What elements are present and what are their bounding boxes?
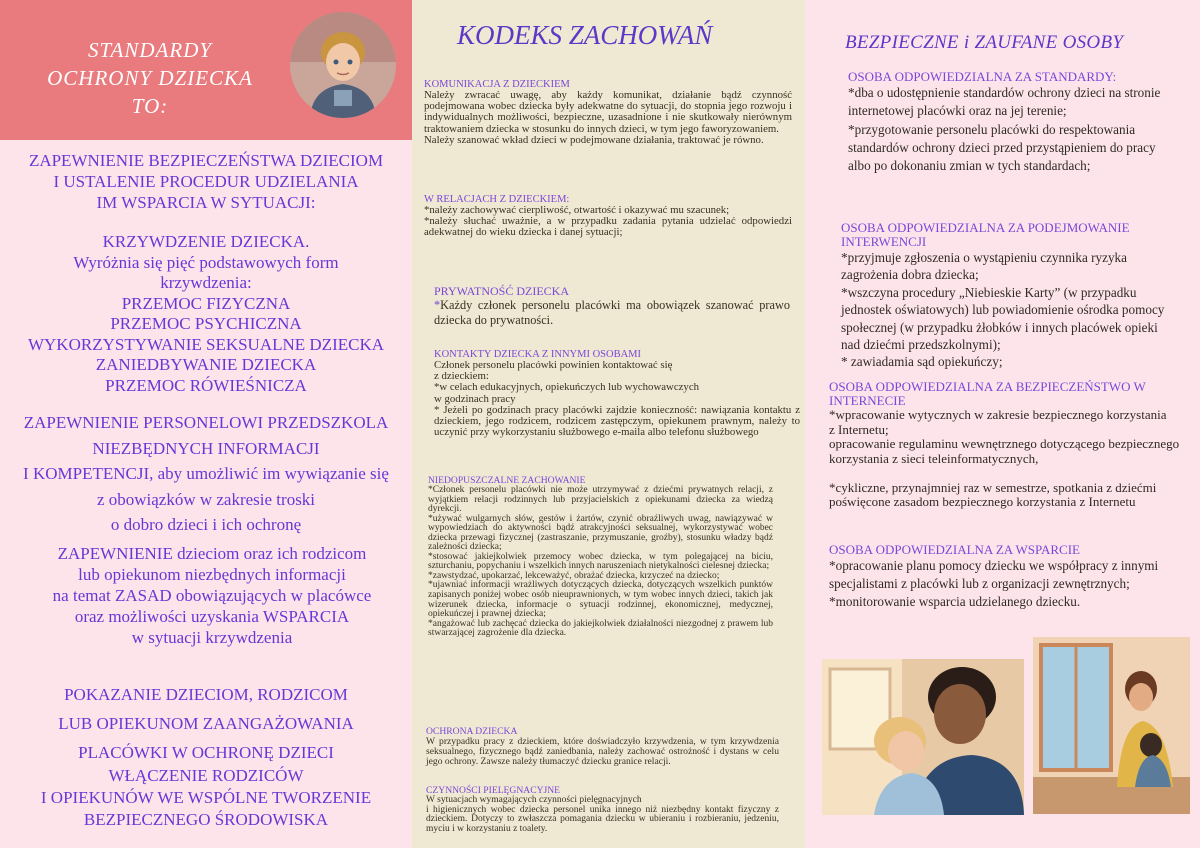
- section-body: [434, 298, 790, 328]
- section-title: CZYNNOŚCI PIELĘGNACYJNE: [426, 785, 561, 796]
- text-line: PRZEMOC FIZYCZNA: [121, 293, 291, 313]
- section-standards-person: [848, 70, 1168, 175]
- section-body: W przypadku pracy z dzieckiem, które doświadczyło krzywdzenia, w tym krzywdzenia seksualnego, fizycznego bądź zaniedbania, należy zachować ostrożność i dystans w celu jego ochrony. Zawsze należy tłumaczyć dziecku granice relacji.: [426, 736, 779, 767]
- text-line: ZANIEDBYWANIE DZIECKA: [95, 355, 317, 374]
- banner-title-line: TO:: [131, 94, 169, 118]
- text-line: oraz możliwości uzyskania WSPARCIA: [74, 607, 350, 626]
- section-child-protection: [426, 727, 779, 766]
- section-internet-safety-person: [829, 380, 1181, 510]
- adult-comforting-child-image: [822, 659, 1024, 815]
- section-communication: [424, 79, 792, 146]
- text-line: PRZEMOC RÓWIEŚNICZA: [105, 375, 307, 395]
- text-line: na temat ZASAD obowiązujących w placówce: [52, 586, 372, 605]
- text-line: ZAPEWNIENIE dzieciom oraz ich rodzicom: [57, 544, 367, 563]
- section-inclusion: [0, 765, 412, 831]
- text-line: w sytuacji krzywdzenia: [131, 628, 293, 647]
- section-title: OCHRONA DZIECKA: [426, 726, 518, 737]
- banner-title-line: STANDARDY: [87, 38, 213, 62]
- text-line: KRZYWDZENIE DZIECKA.: [102, 232, 310, 251]
- section-title: OSOBA ODPOWIEDZIALNA ZA STANDARDY:: [848, 69, 1117, 84]
- section-title: OSOBA ODPOWIEDZIALNA ZA PODEJMOWANIE INTERWENCJI: [841, 220, 1130, 249]
- section-body: Należy zwracać uwagę, aby każdy komunikat, działanie bądź czynność podejmowana wobec dziecka były adekwatne do sytuacji, do stopnia jego rozwoju i indywidualnych możliwości, bezpieczne, uzasadnione i nie skutkowały nierównym traktowaniem dziecka w stosunku do innych dzieci, w tym jego faworyzowaniem. Należy szanować wkład dzieci w podejmowane działania, traktować je równo.: [424, 89, 792, 146]
- section-body: *należy zachowywać cierpliwość, otwartość i okazywać mu szacunek; *należy słuchać uważnie, a w przypadku zadania pytania udzielać odpowiedzi adekwatnej do wieku dziecka i danej sytuacji;: [424, 204, 792, 239]
- section-engagement: [0, 680, 412, 767]
- code-of-conduct-heading: KODEKS ZACHOWAŃ: [457, 20, 713, 50]
- section-abuse-forms: [0, 232, 412, 396]
- text-line: LUB OPIEKUNOM ZAANGAŻOWANIA: [58, 714, 354, 733]
- child-portrait-image: [290, 12, 396, 118]
- section-title: OSOBA ODPOWIEDZIALNA ZA WSPARCIE: [829, 542, 1080, 557]
- section-title: KONTAKTY DZIECKA Z INNYMI OSOBAMI: [434, 349, 642, 360]
- section-body: Członek personelu placówki powinien kontaktować się z dzieckiem: *w celach edukacyjnych, opiekuńczych lub wychowawczych w godzinach pracy * Jeżeli po godzinach pracy placówki zajdzie konieczność: nawiązania kontaktu z dzieckiem, jego rodzicem, rodzicem zastępczym, opiekunem prawnym, należy to uczynić przy wykorzystaniu służbowego e-maila albo telefonu służbowego: [434, 359, 800, 439]
- text-line: krzywdzenia:: [160, 273, 252, 292]
- text-line: I USTALENIE PROCEDUR UDZIELANIA: [53, 172, 359, 191]
- section-care-activities: [426, 786, 779, 834]
- text-line: PRZEMOC PSYCHICZNA: [110, 314, 302, 333]
- section-parents-info: [6, 543, 418, 648]
- section-title: OSOBA ODPOWIEDZIALNA ZA BEZPIECZEŃSTWO W INTERNECIE: [829, 379, 1146, 408]
- text-line: ZAPEWNIENIE BEZPIECZEŃSTWA DZIECIOM: [28, 151, 384, 170]
- section-title: PRYWATNOŚĆ DZIECKA: [434, 284, 570, 298]
- parent-and-child-window-image: [1033, 637, 1190, 814]
- text-line: IM WSPARCIA W SYTUACJI:: [96, 193, 316, 212]
- section-staff: [0, 410, 412, 538]
- section-body: *opracowanie planu pomocy dziecku we współpracy z innymi specjalistami z placówki lub z organizacji zewnętrznych; *monitorowanie wsparcia udzielanego dziecku.: [829, 558, 1159, 609]
- section-title: NIEDOPUSZCZALNE ZACHOWANIE: [428, 475, 586, 486]
- text-line: WYKORZYSTYWANIE SEKSUALNE DZIECKA: [27, 334, 385, 354]
- section-support-person: [829, 543, 1169, 611]
- text-line: POKAZANIE DZIECIOM, RODZICOM: [64, 685, 348, 704]
- trusted-persons-heading: BEZPIECZNE i ZAUFANE OSOBY: [845, 32, 1124, 53]
- banner-title: [30, 36, 270, 120]
- section-forbidden-behaviour: [428, 476, 773, 639]
- section-contacts: [434, 349, 800, 438]
- section-relations: [424, 194, 792, 239]
- bullet-star: *: [434, 298, 441, 312]
- text-line: NIEZBĘDNYCH INFORMACJI: [92, 438, 320, 458]
- section-body: *wpracowanie wytycznych w zakresie bezpiecznego korzystania z Internetu; opracowanie regulaminu wewnętrznego dotyczącego bezpiecznego korzystania z sieci teleinformatycznych, *cykliczne, przynajmniej raz w semestrze, spotkania z dziećmi poświęcone zasadom bezpiecznego korzystania z Internetu: [829, 407, 1180, 509]
- text-line: o dobro dzieci i ich ochronę: [110, 515, 302, 534]
- text-line: WŁĄCZENIE RODZICÓW: [108, 766, 304, 785]
- section-intervention-person: [841, 221, 1171, 371]
- section-privacy: [434, 285, 790, 328]
- text-line: I OPIEKUNÓW WE WSPÓLNE TWORZENIE: [40, 788, 372, 807]
- title-banner: [0, 0, 412, 140]
- section-safety: [0, 150, 412, 213]
- section-body: *Członek personelu placówki nie może utrzymywać z dziećmi prywatnych relacji, z wyjątkiem relacji rodzinnych lub przyjacielskich z opiekunami dziecka za wiedzą dyrekcji. *używać wulgarnych słów, gestów i żartów, czynić obraźliwych uwag, nawiązywać w wypowiedziach do aktywności bądź atrakcyjności seksualnej, wykorzystywać wobec dziecka przewagi fizycznej (zastraszanie, przymuszanie, groźby), stosunku władzy bądź zależności dziecka; *stosować jakiejkolwiek przemocy wobec dziecka, w tym polegającej na biciu, szturchaniu, popychaniu i wszelkich innych naruszeniach nietykalności cielesnej dziecka; *zawstydzać, upokarzać, lekceważyć, obrażać dziecka, krzyczeć na dziecko; *ujawniać informacji wrażliwych dotyczących dziecka, dotyczących wszelkich punktów zapisanych poniżej wobec osób nieuprawnionych, w tym wobec innych dzieci, takich jak wizerunek dziecka, informacje o sytuacji rodzinnej, ekonomicznej, medycznej, opiekuńczej i prawnej dziecka; *angażować lub zachęcać dziecka do jakiejkolwiek działalności niezgodnej z prawem lub stwarzającej zagrożenie dla dziecka.: [428, 485, 773, 639]
- section-body: *przyjmuje zgłoszenia o wystąpieniu czynnika ryzyka zagrożenia dobra dziecka; *wszczyna procedury „Niebieskie Karty” (w przypadku jednostek oświatowych) lub powiadomienie ośrodka pomocy społecznej (w przypadku żłobków i innych placówek opieki nad dziećmi przedszkolnymi); * zawiadamia sąd opiekuńczy;: [841, 250, 1165, 370]
- text-line: BEZPIECZNEGO ŚRODOWISKA: [83, 810, 329, 829]
- text-line: z obowiązków w zakresie troski: [96, 489, 316, 509]
- text-line: ZAPEWNIENIE PERSONELOWI PRZEDSZKOLA: [23, 413, 389, 432]
- section-title: W RELACJACH Z DZIECKIEM:: [424, 194, 570, 205]
- text-line: PLACÓWKI W OCHRONĘ DZIECI: [78, 743, 334, 762]
- section-body: W sytuacjach wymagających czynności pielęgnacyjnych i higienicznych wobec dziecka personel unika innego niż niezbędny kontakt fizyczny z dzieckiem. Dotyczy to zwłaszcza pomagania dziecku w ubieraniu i rozbieraniu, jedzeniu, myciu i w korzystaniu z toalety.: [426, 795, 779, 834]
- text-line: Wyróżnia się pięć podstawowych form: [73, 252, 339, 272]
- privacy-text: Każdy członek personelu placówki ma obowiązek szanować prawo dziecka do prywatności.: [434, 298, 790, 327]
- section-body: *dba o udostępnienie standardów ochrony dzieci na stronie internetowej placówki oraz na jej terenie; *przygotowanie personelu placówki do respektowania standardów ochrony dzieci przed przystąpieniem do pracy albo po dokonaniu zmian w tych standardach;: [848, 85, 1161, 174]
- text-line: I KOMPETENCJI, aby umożliwić im wywiązanie się: [23, 464, 389, 483]
- banner-title-line: OCHRONY DZIECKA: [47, 66, 253, 90]
- section-title: KOMUNIKACJA Z DZIECKIEM: [424, 79, 570, 90]
- text-line: lub opiekunom niezbędnych informacji: [78, 565, 346, 584]
